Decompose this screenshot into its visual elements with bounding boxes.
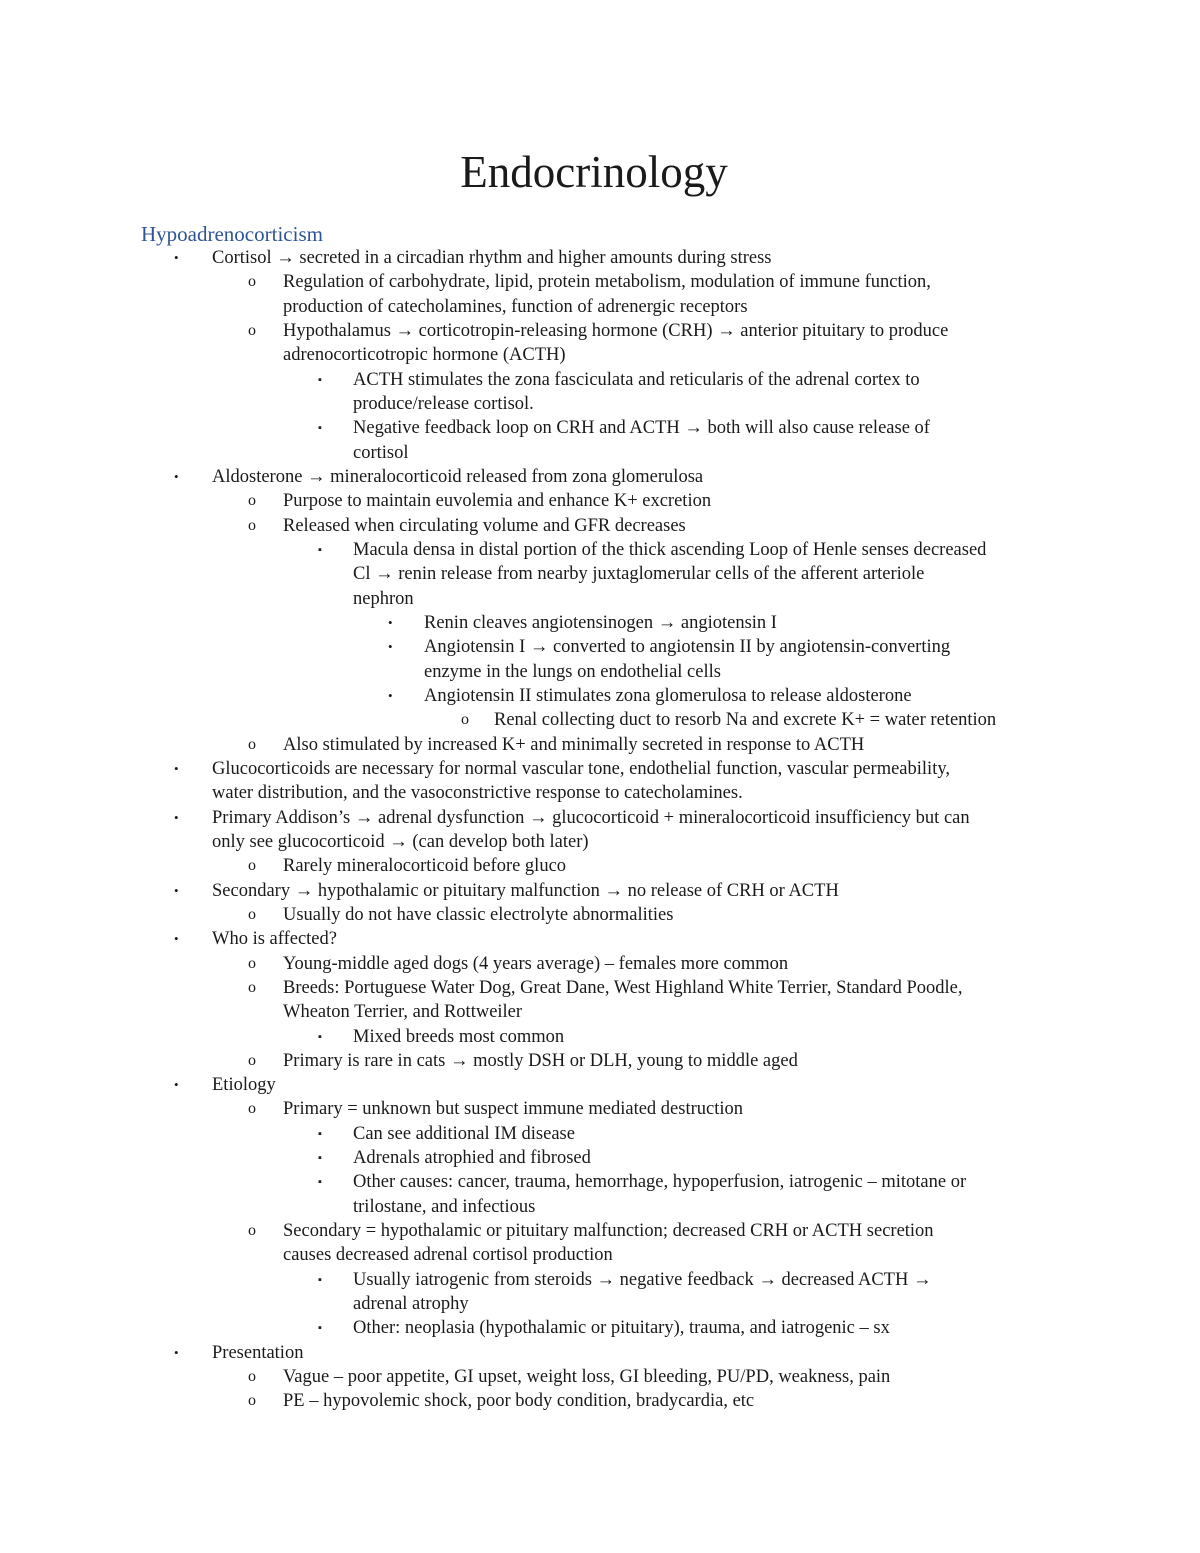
list-item-text: production of catecholamines, function of adrenergic receptors xyxy=(283,296,748,317)
list-item xyxy=(0,489,1200,513)
list-item-text: only see glucocorticoid → (can develop both later) xyxy=(212,831,589,852)
bullet-marker-icon: • xyxy=(174,882,179,898)
bullet-marker-icon: o xyxy=(248,954,256,972)
bullet-marker-icon: • xyxy=(174,250,179,265)
list-item xyxy=(0,1316,1200,1340)
list-item xyxy=(0,952,1200,976)
list-item xyxy=(0,733,1200,757)
bullet-marker-icon: o xyxy=(248,857,256,875)
list-item-text: Other: neoplasia (hypothalamic or pituitary), trauma, and iatrogenic – sx xyxy=(353,1318,890,1339)
list-item xyxy=(0,465,1200,489)
list-item-continuation xyxy=(0,1195,1200,1219)
list-item-text: Macula densa in distal portion of the thick ascending Loop of Henle senses decreased xyxy=(353,539,987,560)
list-item xyxy=(0,757,1200,781)
list-item xyxy=(0,903,1200,927)
list-item-text: Primary is rare in cats → mostly DSH or DLH, young to middle aged xyxy=(283,1050,798,1071)
bullet-marker-icon: • xyxy=(174,1077,179,1093)
list-item-continuation xyxy=(0,441,1200,465)
bullet-marker-icon: ▪ xyxy=(318,1322,322,1335)
list-item xyxy=(0,1268,1200,1292)
list-item xyxy=(0,1219,1200,1243)
list-item xyxy=(0,270,1200,294)
bullet-marker-icon: o xyxy=(248,273,256,291)
list-item-text: Rarely mineralocorticoid before gluco xyxy=(283,856,567,877)
bullet-list xyxy=(0,246,1200,1414)
list-item xyxy=(0,806,1200,830)
list-item xyxy=(0,879,1200,903)
list-item xyxy=(0,1097,1200,1121)
list-item-text: Glucocorticoids are necessary for normal vascular tone, endothelial function, vascular permeability, xyxy=(212,758,951,779)
list-item-text: Aldosterone → mineralocorticoid released from zona glomerulosa xyxy=(212,466,704,487)
bullet-marker-icon: ▪ xyxy=(318,1030,322,1043)
list-item xyxy=(0,927,1200,951)
list-item-text: Presentation xyxy=(212,1342,304,1363)
list-item-text: Etiology xyxy=(212,1075,276,1096)
bullet-marker-icon: o xyxy=(248,905,256,923)
list-item-text: Cortisol → secreted in a circadian rhythm and higher amounts during stress xyxy=(212,248,772,268)
bullet-marker-icon: o xyxy=(248,735,256,753)
bullet-marker-icon: ▪ xyxy=(318,373,322,386)
bullet-marker-icon: o xyxy=(248,1222,256,1240)
list-item-text: Vague – poor appetite, GI upset, weight loss, GI bleeding, PU/PD, weakness, pain xyxy=(283,1367,891,1388)
list-item-text: Secondary → hypothalamic or pituitary malfunction → no release of CRH or ACTH xyxy=(212,880,839,901)
list-item xyxy=(0,514,1200,538)
list-item xyxy=(0,416,1200,440)
list-item-text: Renal collecting duct to resorb Na and excrete K+ = water retention xyxy=(494,710,997,731)
bullet-marker-icon: • xyxy=(388,614,393,630)
bullet-marker-icon: o xyxy=(461,711,469,729)
bullet-marker-icon: ▪ xyxy=(318,1273,322,1286)
bullet-marker-icon: ▪ xyxy=(318,543,322,556)
bullet-marker-icon: o xyxy=(248,1368,256,1386)
list-item xyxy=(0,1341,1200,1365)
list-item xyxy=(0,976,1200,1000)
list-item-text: Regulation of carbohydrate, lipid, protein metabolism, modulation of immune function, xyxy=(283,272,931,293)
list-item-text: Released when circulating volume and GFR decreases xyxy=(283,515,686,536)
bullet-marker-icon: • xyxy=(388,639,393,655)
list-item xyxy=(0,538,1200,562)
bullet-marker-icon: ▪ xyxy=(318,1176,322,1189)
list-item-continuation xyxy=(0,1243,1200,1267)
list-item-continuation xyxy=(0,660,1200,684)
bullet-marker-icon: ▪ xyxy=(318,1127,322,1140)
list-item-text: Who is affected? xyxy=(212,929,337,950)
list-item-text: Adrenals atrophied and fibrosed xyxy=(353,1148,591,1169)
list-item-continuation xyxy=(0,392,1200,416)
list-item-text: Angiotensin II stimulates zona glomerulosa to release aldosterone xyxy=(424,685,912,706)
list-item xyxy=(0,1025,1200,1049)
list-item-text: Mixed breeds most common xyxy=(353,1026,565,1047)
list-item xyxy=(0,1146,1200,1170)
list-item xyxy=(0,1122,1200,1146)
list-item xyxy=(0,368,1200,392)
bullet-marker-icon: o xyxy=(248,1100,256,1118)
list-item-continuation xyxy=(0,587,1200,611)
list-item-text: causes decreased adrenal cortisol production xyxy=(283,1245,613,1266)
list-item-text: adrenocorticotropic hormone (ACTH) xyxy=(283,345,566,366)
bullet-marker-icon: • xyxy=(174,931,179,947)
list-item-continuation xyxy=(0,562,1200,586)
list-item-text: Secondary = hypothalamic or pituitary malfunction; decreased CRH or ACTH secretion xyxy=(283,1221,934,1242)
list-item-text: Primary = unknown but suspect immune mediated destruction xyxy=(283,1099,744,1120)
bullet-marker-icon: • xyxy=(174,1344,179,1360)
list-item-text: trilostane, and infectious xyxy=(353,1196,536,1217)
bullet-marker-icon: ▪ xyxy=(318,422,322,435)
bullet-marker-icon: • xyxy=(388,687,393,703)
list-item-text: PE – hypovolemic shock, poor body condition, bradycardia, etc xyxy=(283,1391,755,1412)
list-item-text: water distribution, and the vasoconstrictive response to catecholamines. xyxy=(212,783,743,804)
list-item-continuation xyxy=(0,1292,1200,1316)
list-item xyxy=(0,1170,1200,1194)
list-item-text: Cl → renin release from nearby juxtaglomerular cells of the afferent arteriole xyxy=(353,564,925,585)
list-item-text: Angiotensin I → converted to angiotensin II by angiotensin-converting xyxy=(424,637,951,658)
list-item-continuation xyxy=(0,343,1200,367)
list-item xyxy=(0,246,1200,270)
list-item-text: Renin cleaves angiotensinogen → angiotensin I xyxy=(424,612,777,633)
bullet-marker-icon: ▪ xyxy=(318,1152,322,1165)
bullet-marker-icon: o xyxy=(248,978,256,996)
list-item-text: Can see additional IM disease xyxy=(353,1123,575,1144)
list-item-text: produce/release cortisol. xyxy=(353,393,534,414)
list-item-text: Wheaton Terrier, and Rottweiler xyxy=(283,1002,523,1023)
list-item-text: Other causes: cancer, trauma, hemorrhage, hypoperfusion, iatrogenic – mitotane or xyxy=(353,1172,967,1193)
list-item-text: Hypothalamus → corticotropin-releasing hormone (CRH) → anterior pituitary to produce xyxy=(283,320,949,341)
list-item-text: Primary Addison’s → adrenal dysfunction → glucocorticoid + mineralocorticoid insufficiency but can xyxy=(212,807,970,828)
bullet-marker-icon: o xyxy=(248,1392,256,1410)
bullet-marker-icon: • xyxy=(174,468,179,484)
list-item-text: cortisol xyxy=(353,442,409,463)
list-item-continuation xyxy=(0,781,1200,805)
list-item xyxy=(0,1073,1200,1097)
bullet-marker-icon: • xyxy=(174,809,179,825)
list-item-text: Purpose to maintain euvolemia and enhance K+ excretion xyxy=(283,491,712,512)
list-item xyxy=(0,1049,1200,1073)
list-item-text: Usually do not have classic electrolyte abnormalities xyxy=(283,904,674,925)
list-item-continuation xyxy=(0,1000,1200,1024)
list-item xyxy=(0,1389,1200,1413)
list-item-text: enzyme in the lungs on endothelial cells xyxy=(424,661,721,682)
list-item xyxy=(0,708,1200,732)
bullet-marker-icon: • xyxy=(174,760,179,776)
list-item-continuation xyxy=(0,830,1200,854)
bullet-marker-icon: o xyxy=(248,1051,256,1069)
bullet-marker-icon: o xyxy=(248,492,256,510)
bullet-marker-icon: o xyxy=(248,516,256,534)
list-item xyxy=(0,854,1200,878)
page-title: Endocrinology xyxy=(460,147,728,197)
list-item-text: nephron xyxy=(353,588,414,609)
list-item-continuation xyxy=(0,295,1200,319)
list-item-text: Young-middle aged dogs (4 years average) – females more common xyxy=(283,953,789,974)
section-heading: Hypoadrenocorticism xyxy=(141,222,323,246)
list-item-text: Negative feedback loop on CRH and ACTH → both will also cause release of xyxy=(353,418,930,439)
list-item-text: Also stimulated by increased K+ and minimally secreted in response to ACTH xyxy=(283,734,865,755)
list-item-text: Usually iatrogenic from steroids → negative feedback → decreased ACTH → xyxy=(353,1269,932,1290)
bullet-marker-icon: o xyxy=(248,321,256,339)
list-item xyxy=(0,635,1200,659)
list-item-text: adrenal atrophy xyxy=(353,1294,469,1315)
list-item xyxy=(0,1365,1200,1389)
list-item xyxy=(0,319,1200,343)
list-item-text: Breeds: Portuguese Water Dog, Great Dane, West Highland White Terrier, Standard Poodle, xyxy=(283,977,963,998)
list-item xyxy=(0,684,1200,708)
list-item-text: ACTH stimulates the zona fasciculata and reticularis of the adrenal cortex to xyxy=(353,369,920,390)
list-item xyxy=(0,611,1200,635)
